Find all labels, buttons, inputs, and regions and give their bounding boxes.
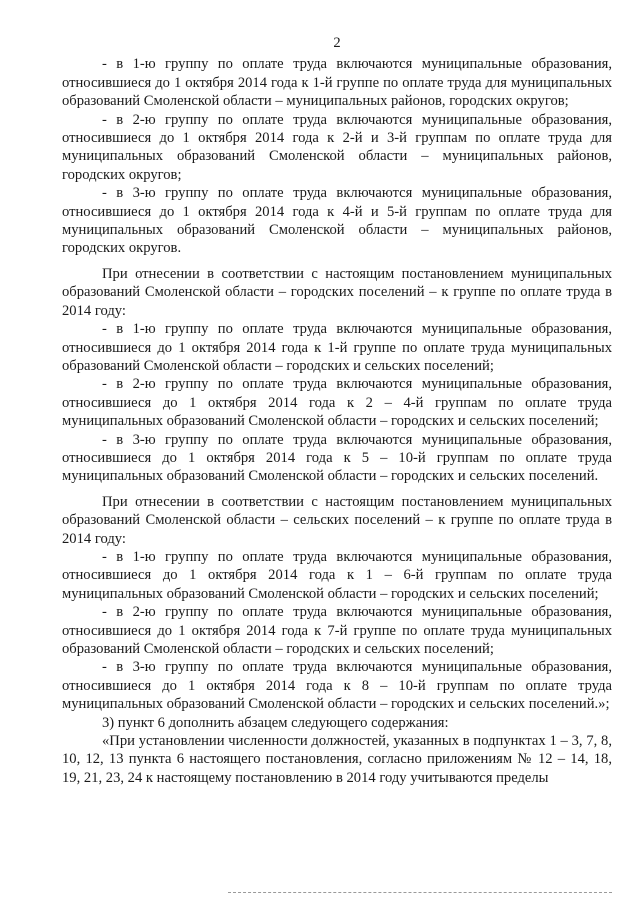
paragraph-3: - в 3-ю группу по оплате труда включаются муниципальные образования, относившиеся до 1 октября 2014 года к 4-й и 5-й группам по оплате труда для муниципальных образований Смоленской области – муниципальных районов, городских округов. — [62, 185, 612, 257]
paragraph-4: При отнесении в соответствии с настоящим постановлением муниципальных образований Смоленской области – городских поселений – к группе по оплате труда в 2014 году: — [62, 265, 612, 319]
paragraph-13: «При установлении численности должностей, указанных в подпунктах 1 – 3, 7, 8, 10, 12, 13 пункта 6 настоящего постановления, согласно приложениям № 12 – 14, 18, 19, 21, 23, 24 к настоящему постановлению в 2014 году учитываются пределы — [62, 733, 612, 786]
paragraph-2: - в 2-ю группу по оплате труда включаются муниципальные образования, относившиеся до 1 октября 2014 года к 2-й и 3-й группам по оплате труда для муниципальных образований Смоленской области – муниципальных районов, городских округов; — [62, 111, 612, 183]
paragraph-9: - в 1-ю группу по оплате труда включаются муниципальные образования, относившиеся до 1 октября 2014 года к 1 – 6-й группам по оплате труда муниципальных образований Смоленской области – городских и сельских поселений; — [62, 548, 612, 602]
paragraph-12: 3) пункт 6 дополнить абзацем следующего содержания: — [102, 714, 449, 731]
paragraph-11: - в 3-ю группу по оплате труда включаются муниципальные образования, относившиеся до 1 октября 2014 года к 8 – 10-й группам по оплате труда муниципальных образований Смоленской области – городских и сельских поселений.»; — [62, 659, 612, 713]
footer-rule — [228, 892, 612, 893]
paragraph-1: - в 1-ю группу по оплате труда включаются муниципальные образования, относившиеся до 1 октября 2014 года к 1-й группе по оплате труда для муниципальных образований Смоленской области – муниципальных районов, городских округов; — [62, 56, 612, 110]
paragraph-10: - в 2-ю группу по оплате труда включаются муниципальные образования, относившиеся до 1 октября 2014 года к 7-й группе по оплате труда муниципальных образований Смоленской области – городских и сельских поселений; — [62, 604, 612, 657]
paragraph-6: - в 2-ю группу по оплате труда включаются муниципальные образования, относившиеся до 1 октября 2014 года к 2 – 4-й группам по оплате труда муниципальных образований Смоленской области – городских и сельских поселений; — [62, 376, 612, 430]
page-number: 2 — [333, 35, 341, 51]
paragraph-5: - в 1-ю группу по оплате труда включаются муниципальные образования, относившиеся до 1 октября 2014 года к 1-й группе по оплате труда муниципальных образований Смоленской области – городских и сельских поселений; — [62, 321, 612, 374]
paragraph-8: При отнесении в соответствии с настоящим постановлением муниципальных образований Смоленской области – сельских поселений – к группе по оплате труда в 2014 году: — [62, 493, 612, 547]
paragraph-7: - в 3-ю группу по оплате труда включаются муниципальные образования, относившиеся до 1 октября 2014 года к 5 – 10-й группам по оплате труда муниципальных образований Смоленской области – городских и сельских поселений. — [62, 431, 612, 485]
